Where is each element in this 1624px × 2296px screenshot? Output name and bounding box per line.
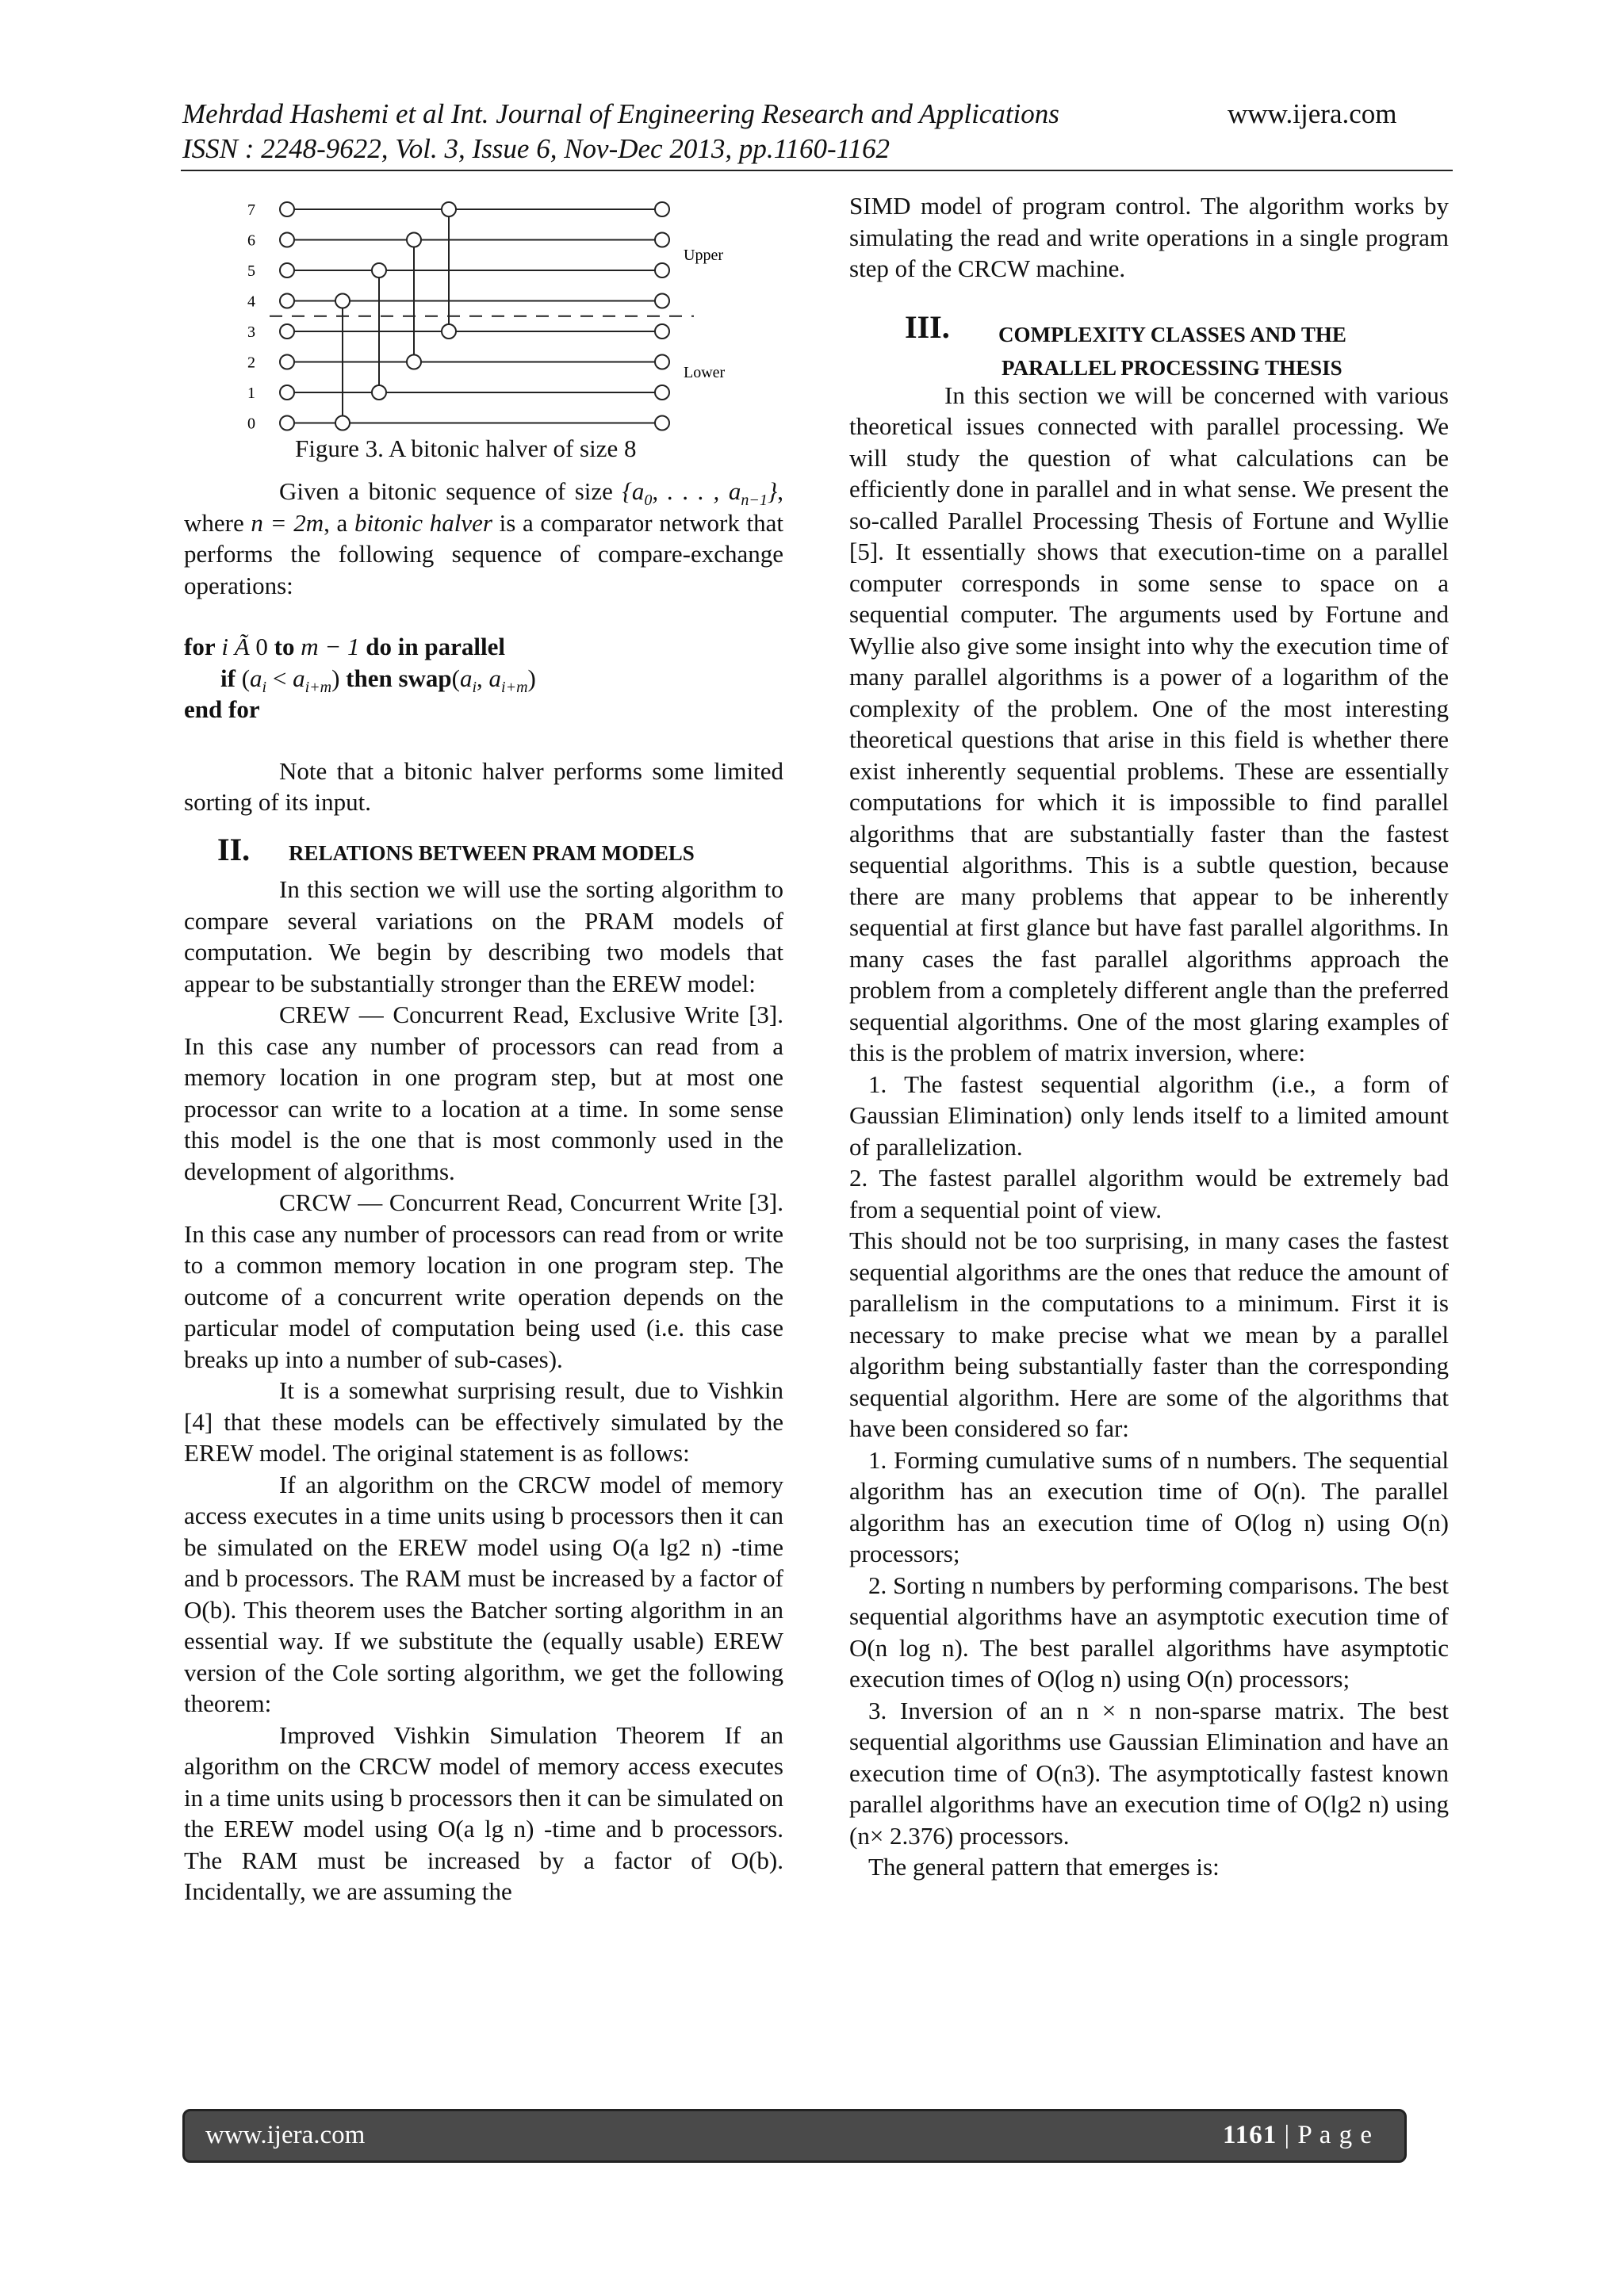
list-item: 3. Inversion of an n × n non-sparse matrix. The best sequential algorithms use Gaussian Elimination and have an execution time of O(n3). The asymptotically fastest known parallel algorithms have an execution time of O(lg2 n) using (n× 2.376) processors. <box>849 1696 1449 1850</box>
wire-output-node <box>655 263 669 277</box>
section-3-title-line2: PARALLEL PROCESSING THESIS <box>1002 355 1342 380</box>
wire-input-node <box>280 355 294 369</box>
wire-label: 1 <box>247 385 255 402</box>
comparator-node <box>442 324 456 339</box>
list-item: 1. Forming cumulative sums of n numbers. The sequential algorithm has an execution time of O(n). The parallel algorithm has an execution time of O(log n) using O(n) processors; <box>849 1445 1449 1567</box>
note-paragraph: Note that a bitonic halver performs some limited sorting of its input. <box>184 756 783 816</box>
wire-label: 7 <box>247 201 255 219</box>
wire-output-node <box>655 355 669 369</box>
paragraph: This should not be too surprising, in many cases the fastest sequential algorithms are the ones that reduce the amount of parallelism in the computations to a minimum. First it is necessary to make precise what we mean by a parallel algorithm being substantially faster than the corresponding sequential algorithm. Here are some of the algorithms that have been considered so far: <box>849 1226 1449 1442</box>
paragraph: It is a somewhat surprising result, due to Vishkin [4] that these models can be effectively simulated by the EREW model. The original statement is as follows: <box>184 1376 783 1467</box>
paragraph: SIMD model of program control. The algorithm works by simulating the read and write operations in a single program step of the CRCW machine. <box>849 192 1449 282</box>
section-3-number: III. <box>905 308 950 345</box>
upper-label: Upper <box>684 247 723 264</box>
comparator-node <box>372 263 386 277</box>
comparator-node <box>442 202 456 216</box>
wire-label: 3 <box>247 323 255 341</box>
header-rule <box>181 170 1453 171</box>
comparator-node <box>335 416 350 430</box>
paragraph: Improved Vishkin Simulation Theorem If an algorithm on the CRCW model of memory access executes in a time units using b processors then it can be simulated on the EREW model using O(a lg n) -time and b processors. The RAM must be increased by a factor of O(b). Incidentally, we are assuming the <box>184 1720 783 1905</box>
wire-output-node <box>655 385 669 400</box>
wire-input-node <box>280 294 294 308</box>
wire-input-node <box>280 416 294 430</box>
figure-wires <box>247 201 694 433</box>
wire-output-node <box>655 202 669 216</box>
page-footer <box>182 2109 1407 2163</box>
paragraph: If an algorithm on the CRCW model of memory access executes in a time units using b processors then it can be simulated on the EREW model using O(a lg2 n) -time and b processors. The RAM must be increased by a factor of O(b). This theorem uses the Batcher sorting algorithm in an essential way. If we substitute the (equally usable) EREW version of the Cole sorting algorithm, we get the following theorem: <box>184 1470 783 1717</box>
section-2-number: II. <box>217 831 251 867</box>
running-header-issn: ISSN : 2248-9622, Vol. 3, Issue 6, Nov-Dec 2013, pp.1160-1162 <box>182 133 891 164</box>
list-item: 2. The fastest parallel algorithm would be extremely bad from a sequential point of view. <box>849 1164 1449 1223</box>
wire-label: 2 <box>247 354 255 372</box>
lower-label: Lower <box>684 364 726 381</box>
list-item: 2. Sorting n numbers by performing comparisons. The best sequential algorithms have an asymptotic execution time of O(n log n). The best parallel algorithms have asymptotic execution times of O(log n) using O(n) processors; <box>849 1571 1449 1693</box>
comparator-node <box>372 385 386 400</box>
paragraph: In this section we will be concerned with various theoretical issues connected with parallel processing. We will study the question of what calculations can be efficiently done in parallel and in what sense. We present the so-called Parallel Processing Thesis of Fortune and Wyllie [5]. It essentially shows that execution-time on a parallel computer corresponds in some sense to space on a sequential computer. The arguments used by Fortune and Wyllie also give some insight into why the execution time of many parallel algorithms is a power of a logarithm of the complexity of the problem. One of the most interesting theoretical questions that arise in this field is whether there exist inherently sequential problems. These are essentially computations for which it is impossible to find parallel algorithms that are substantially faster than the fastest sequential algorithms. This is a subtle question, because there are many problems that appear to be inherently sequential at first glance but have fast parallel algorithms. In many cases the fast parallel algorithms approach the problem from a completely different angle than the preferred sequential algorithms. One of the most glaring examples of this is the problem of matrix inversion, where: <box>849 381 1449 1066</box>
paragraph: CRCW — Concurrent Read, Concurrent Write [3]. In this case any number of processors can read from or write to a common memory location in one program step. The outcome of a concurrent write operation depends on the particular model of computation being used (i.e. this case breaks up into a number of sub-cases). <box>184 1188 783 1373</box>
algorithm-line-for: for i Ã 0 to m − 1 do in parallel <box>184 633 505 660</box>
wire-output-node <box>655 294 669 308</box>
wire-label: 6 <box>247 232 255 250</box>
bitonic-halver-figure <box>238 198 726 436</box>
paragraph: The general pattern that emerges is: <box>868 1853 1220 1881</box>
wire-input-node <box>280 233 294 247</box>
figure-caption: Figure 3. A bitonic halver of size 8 <box>295 434 637 462</box>
header-url[interactable]: www.ijera.com <box>1228 98 1397 129</box>
section-2-heading <box>184 831 783 870</box>
algorithm-line-end: end for <box>184 695 260 723</box>
wire-output-node <box>655 416 669 430</box>
wire-output-node <box>655 324 669 339</box>
section-2-title: RELATIONS BETWEEN PRAM MODELS <box>289 840 695 865</box>
running-header-authors: Mehrdad Hashemi et al Int. Journal of Engineering Research and Applications <box>182 98 1059 129</box>
wire-input-node <box>280 263 294 277</box>
paragraph: CREW — Concurrent Read, Exclusive Write [3]. In this case any number of processors can read from a memory location in one program step, but at most one processor can write to a location at a time. In some sense this model is the one that is most commonly used in the development of algorithms. <box>184 1001 783 1185</box>
wire-output-node <box>655 233 669 247</box>
wire-label: 4 <box>247 293 255 311</box>
wire-input-node <box>280 385 294 400</box>
paragraph: In this section we will use the sorting algorithm to compare several variations on the PRAM models of computation. We begin by describing two models that appear to be substantially stronger than the EREW model: <box>184 875 783 997</box>
comparator-node <box>407 233 421 247</box>
right-column <box>849 190 1449 1883</box>
list-item: 1. The fastest sequential algorithm (i.e., a form of Gaussian Elimination) only lends itself to a limited amount of parallelization. <box>849 1070 1449 1161</box>
comparator-node <box>407 355 421 369</box>
algorithm-line-if: if $(a_i < a_{i+m})$ then $swap(a_i$, $a_{i+m}$) <box>220 664 536 696</box>
wire-input-node <box>280 324 294 339</box>
wire-input-node <box>280 202 294 216</box>
footer-page-number: 1161 | P a g e <box>1223 2121 1373 2149</box>
section-3-heading <box>849 308 1449 380</box>
wire-label: 0 <box>247 415 255 433</box>
comparator-node <box>335 294 350 308</box>
left-column <box>184 476 783 1908</box>
footer-url[interactable]: www.ijera.com <box>205 2121 366 2149</box>
section-3-title-line1: COMPLEXITY CLASSES AND THE <box>998 322 1346 346</box>
intro-paragraph: Given a bitonic sequence of size {$a_0$, . . . , $a_{n-1}$}, where n = 2m, a bitonic halver is a comparator network that performs the following sequence of compare-exchange operations: <box>184 477 784 599</box>
wire-label: 5 <box>247 262 255 280</box>
